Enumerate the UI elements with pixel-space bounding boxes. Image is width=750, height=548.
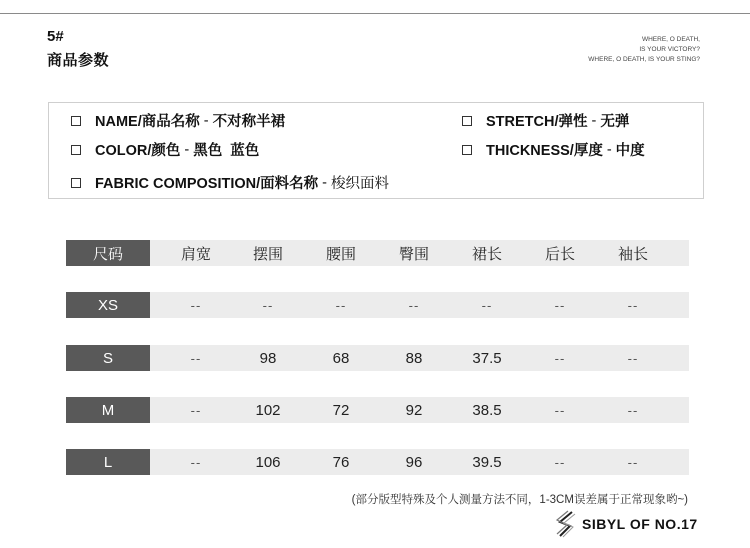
table-header-cell: 肩宽: [180, 245, 211, 263]
param-separator: -: [591, 112, 597, 129]
table-cell: --: [627, 402, 639, 418]
product-params-box: [48, 102, 704, 199]
section-title: 商品参数: [47, 52, 110, 69]
checkbox-icon: [71, 178, 81, 188]
table-cell: --: [408, 297, 420, 313]
table-cell: --: [190, 402, 202, 418]
table-header-cell: 摆围: [252, 245, 283, 263]
checkbox-icon: [462, 145, 472, 155]
top-divider: [0, 13, 750, 14]
table-cell: --: [262, 297, 274, 313]
table-header-cell: 后长: [544, 245, 575, 263]
measurement-footnote: (部分版型特殊及个人测量方法不同，1-3CM误差属于正常现象哟~): [351, 494, 688, 506]
param-fabric: [71, 172, 389, 193]
table-cell: --: [627, 454, 639, 470]
param-label: NAME/商品名称: [95, 114, 200, 130]
table-header-cell: 裙长: [471, 245, 502, 263]
param-separator: -: [322, 174, 327, 191]
param-thickness: [462, 139, 645, 160]
table-cell: 72: [332, 401, 350, 419]
brand-name: SIBYL OF NO.17: [582, 516, 698, 532]
param-label: FABRIC COMPOSITION/面料名称: [95, 176, 319, 192]
table-cell: 96: [405, 453, 423, 471]
table-header-cell: 腰围: [325, 245, 356, 263]
param-label: THICKNESS/厚度: [486, 143, 603, 159]
table-header-cell: 袖长: [617, 245, 648, 263]
param-label: COLOR/颜色: [95, 143, 181, 159]
table-cell: 98: [259, 349, 277, 367]
param-separator: -: [606, 141, 612, 158]
table-cell: 88: [405, 349, 423, 367]
table-cell: 39.5: [472, 453, 502, 471]
table-cell: --: [481, 297, 493, 313]
table-cell: --: [554, 350, 566, 366]
param-color: [71, 139, 259, 160]
table-cell: 37.5: [472, 349, 502, 367]
table-cell: 106: [255, 453, 281, 471]
table-cell: 92: [405, 401, 423, 419]
quote-line: WHERE, O DEATH,: [641, 36, 700, 43]
size-label: XS: [66, 292, 150, 318]
param-separator: -: [203, 112, 209, 129]
table-cell: --: [190, 297, 202, 313]
table-cell: --: [627, 297, 639, 313]
checkbox-icon: [462, 116, 472, 126]
size-label: M: [66, 397, 150, 423]
s-logo-icon: [554, 509, 578, 539]
param-separator: -: [184, 141, 190, 158]
table-cell: --: [335, 297, 347, 313]
brand-logo: [554, 509, 698, 539]
quote-line: IS YOUR VICTORY?: [639, 46, 700, 53]
table-cell: --: [554, 454, 566, 470]
table-cell: 68: [332, 349, 350, 367]
param-value: 无弹: [600, 114, 630, 130]
checkbox-icon: [71, 145, 81, 155]
table-cell: 102: [255, 401, 281, 419]
table-row: [66, 292, 689, 318]
table-cell: --: [190, 350, 202, 366]
param-label: STRETCH/弹性: [486, 114, 588, 130]
table-cell: 76: [332, 453, 350, 471]
table-row: [66, 397, 689, 423]
param-value: 梭织面料: [331, 176, 389, 192]
size-label: S: [66, 345, 150, 371]
table-cell: --: [554, 402, 566, 418]
table-cell: --: [190, 454, 202, 470]
param-value: 中度: [615, 143, 645, 159]
table-row: [66, 345, 689, 371]
table-header-row: [66, 240, 689, 266]
header-quote: [500, 35, 700, 65]
table-cell: --: [554, 297, 566, 313]
section-number: 5#: [47, 28, 64, 45]
param-stretch: [462, 110, 629, 131]
table-cell: --: [627, 350, 639, 366]
table-header-cell: 尺码: [66, 240, 150, 266]
table-header-cell: 臀围: [398, 245, 429, 263]
param-value: 黑色 蓝色: [193, 143, 260, 159]
quote-line: WHERE, O DEATH, IS YOUR STING?: [588, 56, 700, 63]
checkbox-icon: [71, 116, 81, 126]
size-label: L: [66, 449, 150, 475]
param-value: 不对称半裙: [212, 114, 286, 130]
table-cell: 38.5: [472, 401, 502, 419]
table-row: [66, 449, 689, 475]
param-name: [71, 110, 285, 131]
